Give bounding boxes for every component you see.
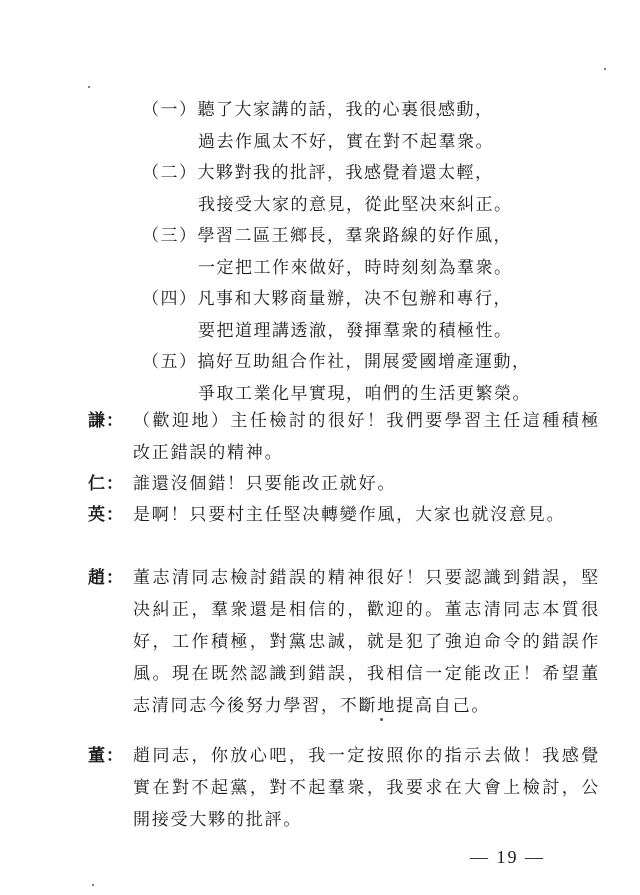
dialogue-entry-zhao [88, 568, 600, 722]
speaker-label: 仁： [88, 474, 124, 494]
vow-line-2: 過去作風太不好，實在對不起羣衆。 [198, 132, 494, 152]
dialogue-entry-qian [88, 411, 600, 469]
speech-text: （歡迎地）主任檢討的很好！我們要學習主任這種積極改正錯誤的精神。 [133, 411, 600, 463]
speech-text: 董志清同志檢討錯誤的精神很好！只要認識到錯誤，堅决糾正，羣衆還是相信的，歡迎的。董志清同志本質很好，工作積極，對黨忠誠，就是犯了強迫命令的錯誤作風。現在既然認識到錯誤，我相信一定能改正！希望董志清同志今後努力學習，不斷地提高自己。 [133, 568, 600, 716]
dialogue-entry-ren [88, 474, 600, 500]
speaker-label: 董： [88, 746, 124, 766]
vow-item-1 [142, 100, 612, 152]
dialogue-entry-ying [88, 505, 600, 531]
scan-speck [380, 718, 383, 721]
vow-number: （二） [142, 163, 198, 183]
vow-line-1: 大夥對我的批評，我感覺着還太輕， [197, 163, 494, 183]
speaker-label: 謙： [88, 411, 124, 431]
vow-line-1: 聽了大家講的話，我的心裏很感動， [197, 100, 494, 120]
vow-line-1: 凡事和大夥商量辦，决不包辦和專行， [197, 289, 512, 309]
speech-text: 是啊！只要村主任堅决轉變作風，大家也就沒意見。 [133, 505, 566, 525]
scan-speck [88, 86, 90, 88]
vow-number: （三） [142, 226, 198, 246]
speaker-label: 英： [88, 505, 124, 525]
vow-line-2: 爭取工業化早實現，咱們的生活更繁榮。 [198, 384, 531, 404]
vow-line-1: 搞好互助組合作社，開展愛國增產運動， [197, 352, 531, 372]
vow-item-4 [142, 289, 612, 341]
vow-line-2: 要把道理講透澈，發揮羣衆的積極性。 [198, 321, 513, 341]
scan-speck [92, 884, 94, 886]
speech-text: 誰還沒個錯！只要能改正就好。 [133, 474, 397, 494]
scan-speck [604, 68, 606, 70]
page-number: — 19 — [470, 847, 545, 867]
vow-line-1: 學習二區王鄉長，羣衆路線的好作風， [197, 226, 512, 246]
vow-item-3 [142, 226, 612, 278]
speech-text: 趙同志，你放心吧，我一定按照你的指示去做！我感覺實在對不起黨，對不起羣衆，我要求在大會上檢討，公開接受大夥的批評。 [133, 746, 600, 830]
vow-line-2: 一定把工作來做好，時時刻刻為羣衆。 [198, 258, 513, 278]
vow-number: （四） [142, 289, 198, 309]
dialogue-entry-dong [88, 746, 600, 836]
vow-item-5 [142, 352, 612, 404]
speaker-label: 趙： [88, 568, 124, 588]
vow-item-2 [142, 163, 612, 215]
vow-number: （一） [142, 100, 198, 120]
vow-number: （五） [142, 352, 198, 372]
vow-line-2: 我接受大家的意見，從此堅决來糾正。 [198, 195, 513, 215]
